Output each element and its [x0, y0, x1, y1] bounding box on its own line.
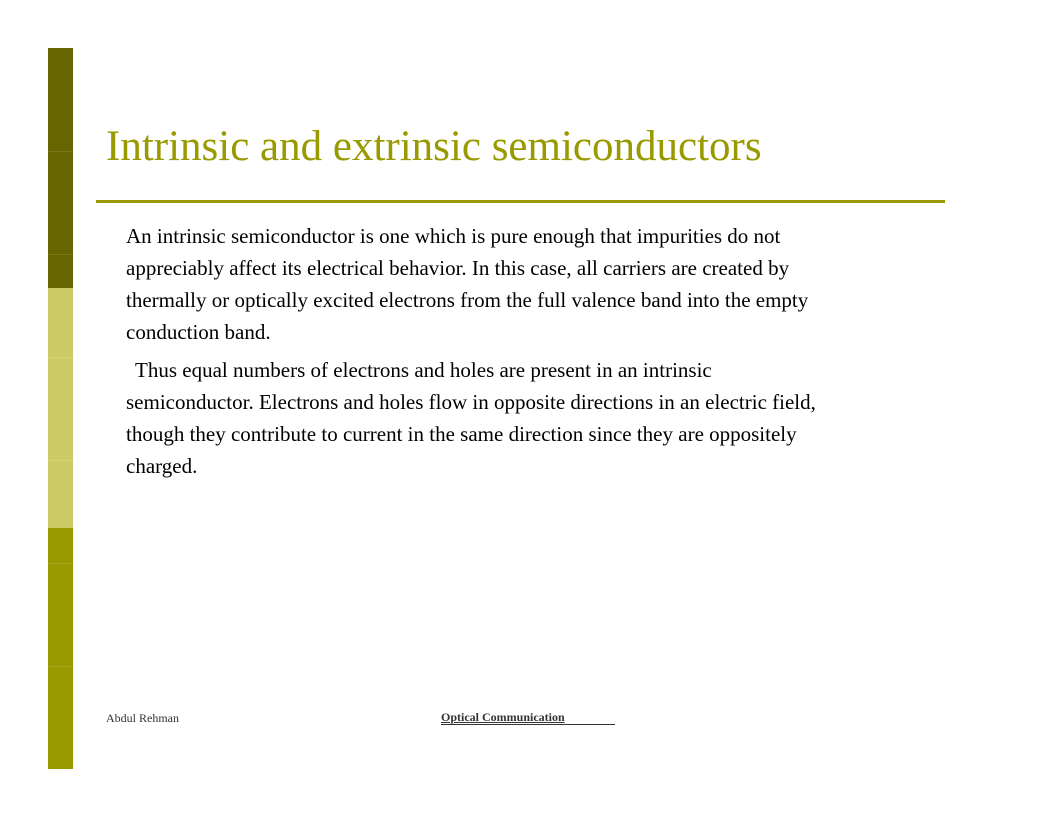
side-bar-mid-segment — [48, 528, 73, 769]
title-underline — [96, 200, 945, 203]
side-bar-divider — [48, 151, 73, 152]
footer-course-title: Optical Communication — [441, 711, 615, 725]
side-bar-light-segment — [48, 288, 73, 528]
side-bar-divider — [48, 460, 73, 461]
footer-author: Abdul Rehman — [106, 711, 179, 725]
side-bar-divider — [48, 357, 73, 358]
side-bar-divider — [48, 563, 73, 564]
body-paragraph: An intrinsic semiconductor is one which is pure enough that impurities do not appreciably affect its electrical behavior. In this case, all carriers are created by thermally or optically excited electrons from the full valence band into the empty conduction band. — [126, 224, 809, 344]
slide-body — [126, 220, 816, 482]
side-bar-divider — [48, 666, 73, 667]
body-paragraph: Thus equal numbers of electrons and holes are present in an intrinsic semiconductor. Electrons and holes flow in opposite directions in an electric field, though they contribute to current in the same direction since they are oppositely charged. — [126, 358, 816, 478]
side-bar-dark-segment — [48, 48, 73, 288]
decorative-side-bar — [48, 48, 73, 769]
slide-title: Intrinsic and extrinsic semiconductors — [106, 123, 762, 170]
side-bar-divider — [48, 254, 73, 255]
